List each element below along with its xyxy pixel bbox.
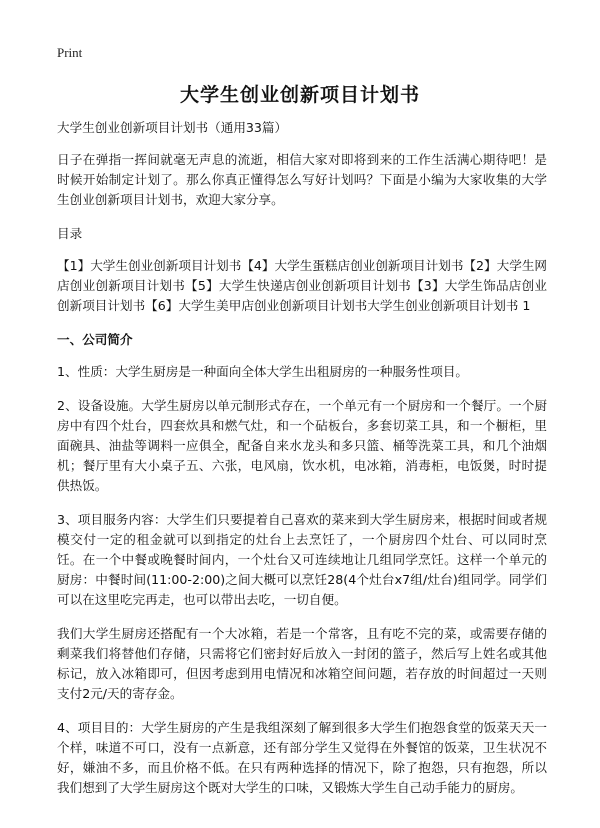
intro-paragraph: 日子在弹指一挥间就毫无声息的流逝，相信大家对即将到来的工作生活满心期待吧！是时候开始制定计划了。那么你真正懂得怎么写好计划吗？下面是小编为大家收集的大学生创业创新项目计划书，欢迎大家分享。: [57, 152, 547, 207]
toc-list: 【1】大学生创业创新项目计划书【4】大学生蛋糕店创业创新项目计划书【2】大学生网店创业创新项目计划书【5】大学生快递店创业创新项目计划书【3】大学生饰品店创业创新项目计划书【6】大学生美甲店创业创新项目计划书大学生创业创新项目计划书 1: [57, 258, 548, 313]
section-heading: 一、公司简介: [57, 332, 133, 347]
toc-heading: 目录: [57, 226, 83, 241]
print-link[interactable]: Print: [57, 45, 83, 60]
body-paragraph: 3、项目服务内容：大学生们只要提着自己喜欢的菜来到大学生厨房来，根据时间或者规模交付一定的租金就可以到指定的灶台上去烹饪了，一个厨房四个灶台、可以同时烹饪。在一个中餐或晚餐时间内，一个灶台又可连续地让几组同学烹饪。这样一个单元的厨房：中餐时间(11:00-2:00)之间大概可以烹饪28(4个灶台x7组/灶台)组同学。同学们可以在这里吃完再走，也可以带出去吃，一切自便。: [57, 512, 547, 607]
document-subtitle: 大学生创业创新项目计划书（通用33篇）: [57, 120, 288, 135]
body-paragraph: 1、性质：大学生厨房是一种面向全体大学生出租厨房的一种服务性项目。: [57, 364, 469, 379]
body-paragraph: 2、设备设施。大学生厨房以单元制形式存在，一个单元有一个厨房和一个餐厅。一个厨房中有四个灶台，四套炊具和燃气灶，和一个砧板台，多套切菜工具，和一个橱柜，里面碗具、油盐等调料一应俱全，配备自来水龙头和多只篮、桶等洗菜工具，和几个油烟机；餐厅里有大小桌子五、六张，电风扇，饮水机，电冰箱，消毒柜，电饭煲，时时提供热饭。: [57, 398, 547, 493]
body-paragraph: 我们大学生厨房还搭配有一个大冰箱，若是一个常客，且有吃不完的菜，或需要存储的剩菜我们将替他们存储，只需将它们密封好后放入一封闭的篮子，然后写上姓名或其他标记，放入冰箱即可，但因考虑到用电情况和冰箱空间问题，若存放的时间超过一天则支付2元/天的寄存金。: [57, 626, 547, 701]
body-paragraph: 4、项目目的：大学生厨房的产生是我组深刻了解到很多大学生们抱怨食堂的饭菜天天一个样，味道不可口，没有一点新意，还有部分学生又觉得在外餐馆的饭菜，卫生状况不好，嫌油不多，而且价格不低。在只有两种选择的情况下，除了抱怨，只有抱怨，所以我们想到了大学生厨房这个既对大学生的口味，又锻炼大学生自己动手能力的厨房。: [57, 720, 547, 795]
document-title: 大学生创业创新项目计划书: [179, 84, 420, 106]
document-body: [57, 118, 547, 812]
